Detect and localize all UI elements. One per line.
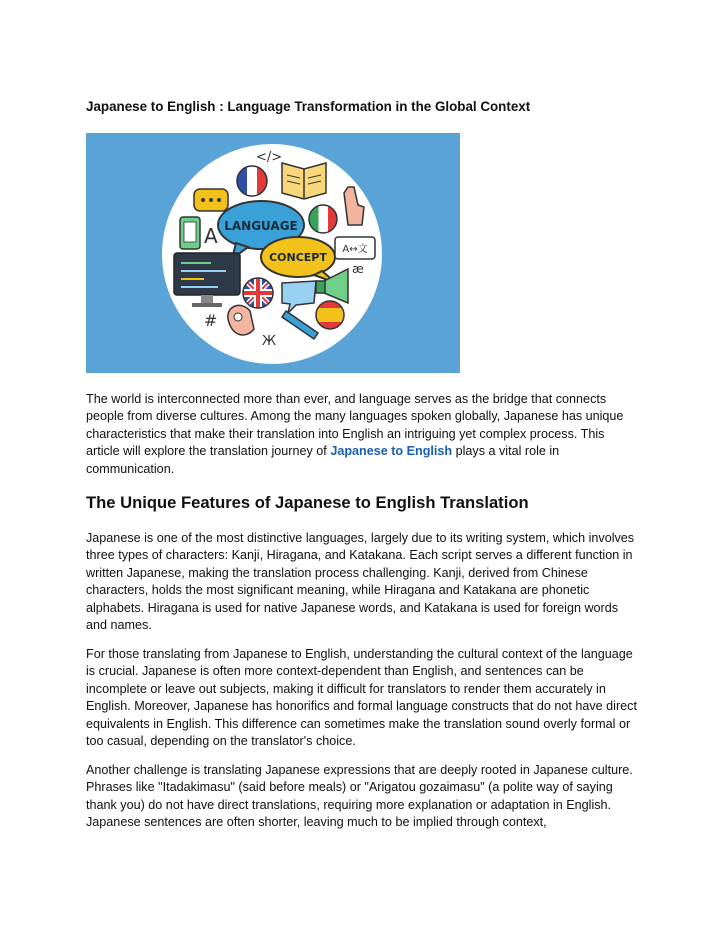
translate-label: A↔文 [342,244,368,255]
section-heading: The Unique Features of Japanese to English Translation [86,493,529,512]
italy-flag-icon [309,205,338,233]
letter-a-icon: A [204,224,218,248]
concept-bubble-label: CONCEPT [269,251,327,264]
french-flag-icon [237,166,267,196]
intro-paragraph [86,391,638,478]
phone-icon [180,217,200,249]
uk-flag-icon [243,278,273,308]
ae-glyph-icon: æ [352,262,364,276]
body-paragraph: Another challenge is translating Japanese expressions that are deeply rooted in Japanese culture. Phrases like "Itadakimasu" (said before meals) or "Arigatou gozaimasu" (a polite way of saying thank you) do not have direct translations, requiring more explanation or adaptation in English. Japanese sentences are often shorter, leaving much to be implied through context, [86,763,633,830]
chat-bubble-icon [194,189,228,211]
code-icon: </> [256,150,283,165]
japanese-to-english-link[interactable]: Japanese to English [330,444,453,459]
book-icon [282,163,326,199]
body-paragraph: Japanese is one of the most distinctive languages, largely due to its writing system, which involves three types of characters: Kanji, Hiragana, and Katakana. Each script serves a different function in written Japanese, making the translation process challenging. Kanji, derived from Chinese characters, holds the most significant meaning, while Hiragana and Katakana are phonetic alphabets. Hiragana is used for native Japanese words, and Katakana is used for foreign words and names. [86,531,635,633]
translate-card-icon [335,237,375,259]
hero-image [86,133,460,373]
intro-text-before: The world is interconnected more than ever, and language serves as the bridge that connects people from diverse cultures. Among the many languages spoken globally, Japanese has unique characteristics that make their translation into English an intriguing yet complex process. This article will explore the translation journey of [86,392,624,459]
cyrillic-glyph-icon: Ж [262,334,277,349]
intro-text-after: plays a vital role in communication. [86,444,560,476]
body-paragraph: For those translating from Japanese to English, understanding the cultural context of the language is crucial. Japanese is often more context-dependent than English, and sentences can be incomplete or leave out subjects, making it difficult for translators to render them accurately in English. Moreover, Japanese has honorifics and formal language constructs that do not have direct equivalents in English. This difference can sometimes make the translation sound overly formal or too casual, depending on the translator's choice. [86,647,637,749]
spain-flag-icon [316,301,344,329]
language-bubble-label: LANGUAGE [224,219,298,233]
hash-icon: # [204,311,218,330]
page-title: Japanese to English : Language Transformation in the Global Context [86,99,531,114]
